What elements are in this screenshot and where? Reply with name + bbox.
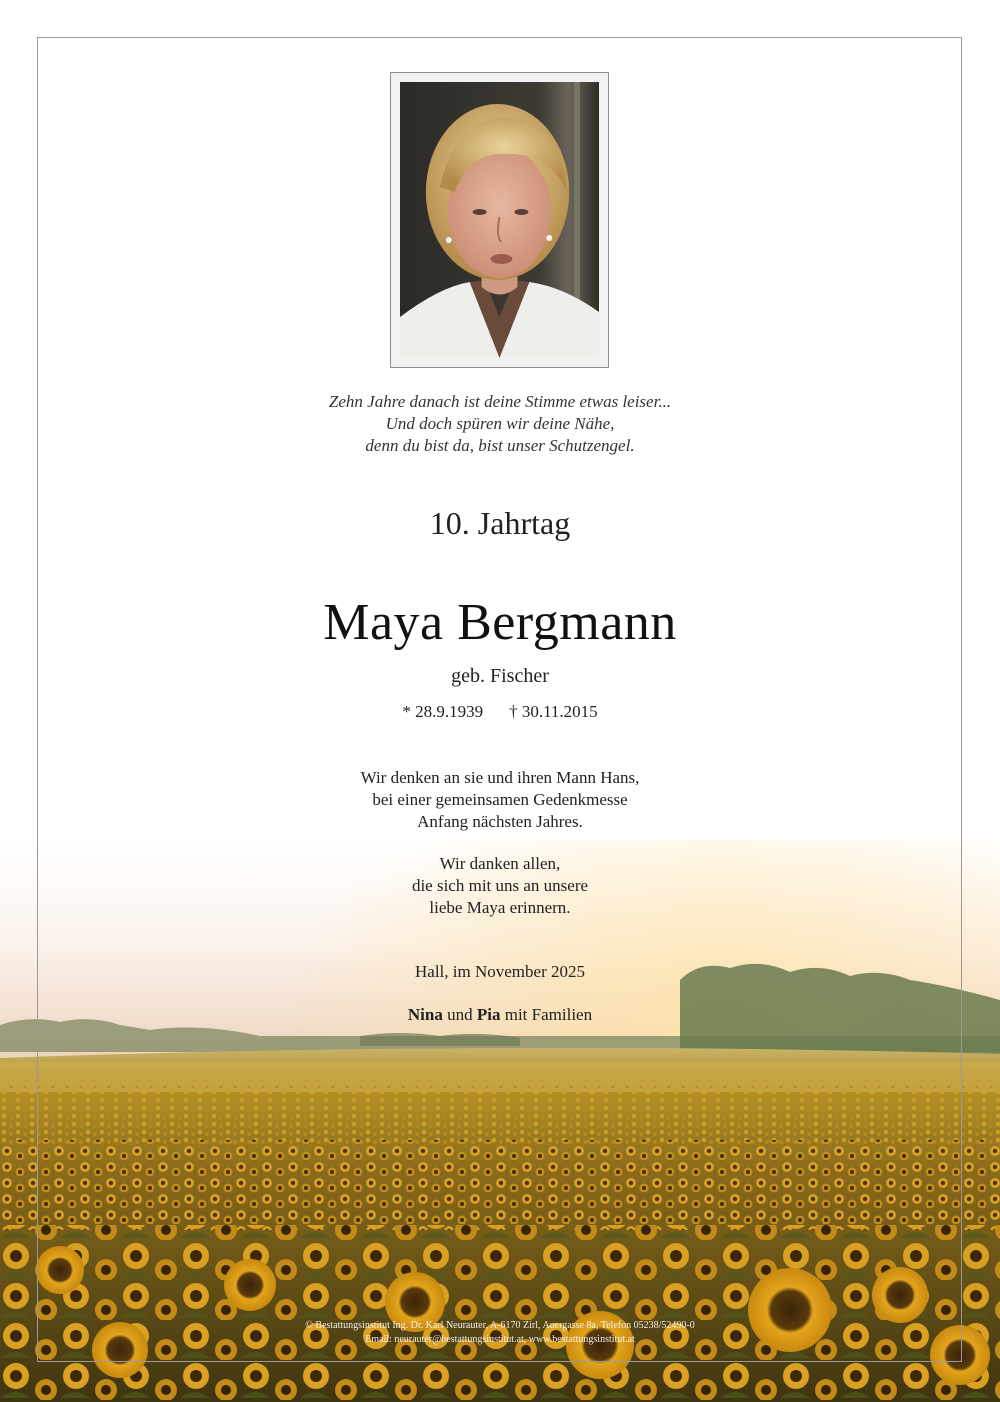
message-line: bei einer gemeinsamen Gedenkmesse <box>372 790 628 809</box>
signer-name: Nina <box>407 1005 443 1024</box>
message-line: Wir denken an sie und ihren Mann Hans, <box>360 768 640 787</box>
sunflower-field-image <box>0 840 1000 1402</box>
signer-name: Pia <box>476 1005 501 1024</box>
message-line: die sich mit uns an unsere <box>411 876 589 895</box>
deceased-name: Maya Bergmann <box>323 594 677 651</box>
footer-line: Email: neurauter@bestattungsinstitut.at, www.bestattungsinstitut.at <box>365 1334 635 1345</box>
maiden-name: geb. Fischer <box>451 665 549 687</box>
thanks-message <box>0 853 1000 919</box>
signers <box>0 1005 1000 1025</box>
memorial-quote <box>0 391 1000 457</box>
death-date: † 30.11.2015 <box>509 702 598 721</box>
place-and-date: Hall, im November 2025 <box>415 962 585 981</box>
birth-date: * 28.9.1939 <box>402 702 484 721</box>
signer-conjunction: und <box>447 1005 473 1024</box>
portrait-frame <box>390 72 609 368</box>
message-line: Wir danken allen, <box>439 854 561 873</box>
quote-line: Zehn Jahre danach ist deine Stimme etwas leiser... <box>328 392 672 411</box>
funeral-home-footer <box>0 1319 1000 1347</box>
quote-line: denn du bist da, bist unser Schutzengel. <box>365 436 635 455</box>
message-line: Anfang nächsten Jahres. <box>417 812 583 831</box>
portrait-photo <box>400 82 599 358</box>
footer-line: © Bestattungsinstitut Ing. Dr. Karl Neurauter, A-6170 Zirl, Auergasse 8a, Telefon 05238/52490-0 <box>305 1320 695 1331</box>
quote-line: Und doch spüren wir deine Nähe, <box>385 414 615 433</box>
remembrance-message <box>0 767 1000 833</box>
life-dates <box>0 702 1000 722</box>
signer-suffix: mit Familien <box>504 1005 593 1024</box>
anniversary-heading: 10. Jahrtag <box>429 505 571 541</box>
message-line: liebe Maya erinnern. <box>429 898 571 917</box>
